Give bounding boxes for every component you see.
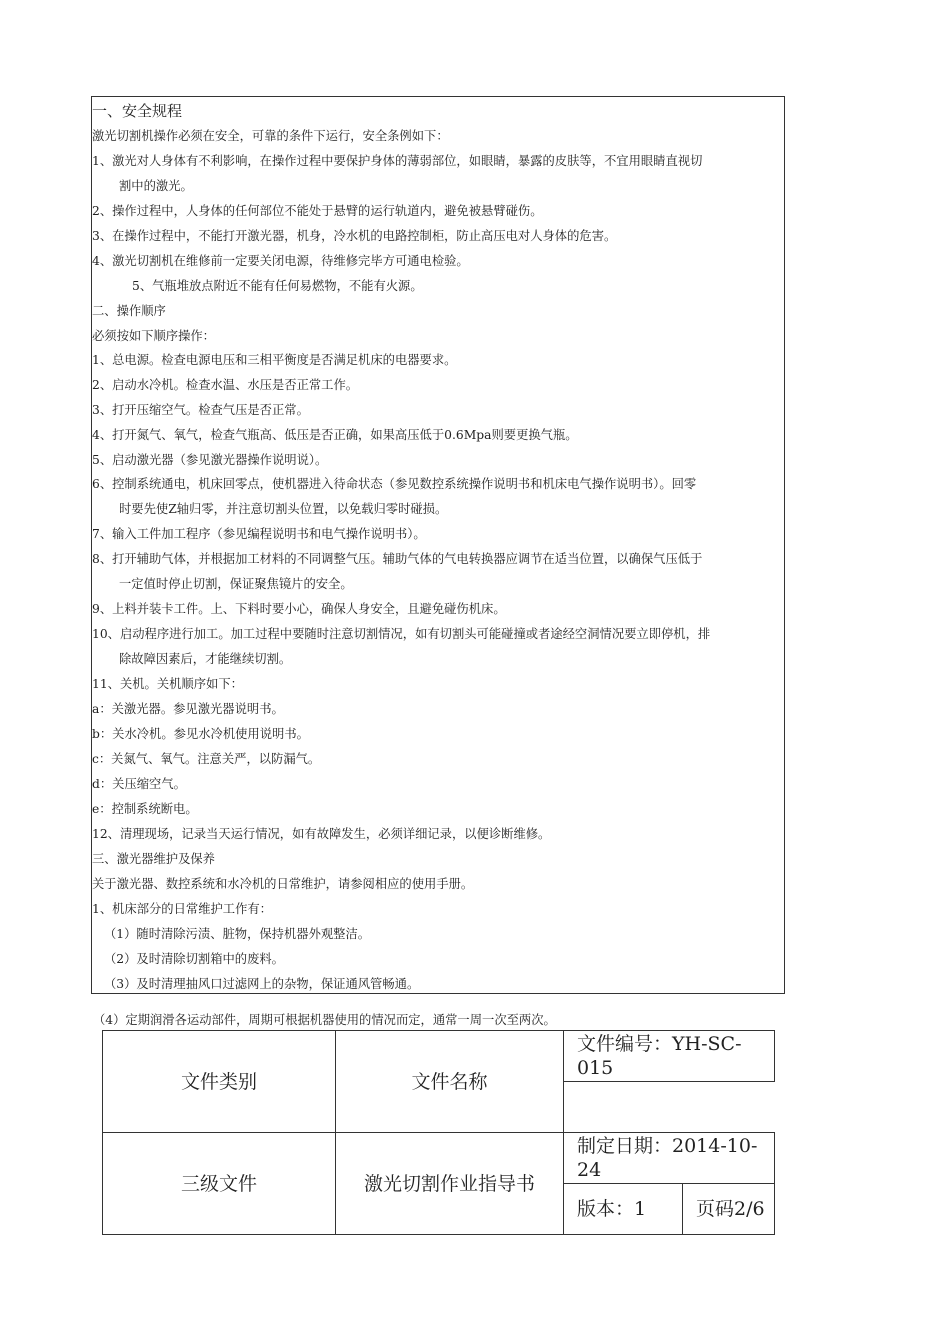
- document-info-table: [102, 1030, 775, 1235]
- section2-sub-b: b：关水冷机。参见水冷机使用说明书。: [92, 727, 309, 741]
- doc-page: 页码2/6: [683, 1184, 775, 1235]
- section2-item8-line2: 一定值时停止切割，保证聚焦镜片的安全。: [119, 577, 353, 591]
- section3-sub4: （4）定期润滑各运动部件，周期可根据机器使用的情况而定，通常一周一次至两次。: [93, 1013, 556, 1027]
- section1-intro: 激光切割机操作必须在安全，可靠的条件下运行，安全条例如下：: [92, 129, 449, 143]
- section2-sub-c: c：关氮气、氧气。注意关严，以防漏气。: [92, 752, 321, 766]
- section2-intro: 必须按如下顺序操作：: [92, 329, 215, 343]
- doc-name-label: 文件名称: [336, 1031, 564, 1133]
- section3-sub3: （3）及时清理抽风口过滤网上的杂物，保证通风管畅通。: [104, 977, 420, 991]
- section1-item3: 3、在操作过程中，不能打开激光器，机身，冷水机的电路控制柜，防止高压电对人身体的危害。: [92, 229, 617, 243]
- section1-item4: 4、激光切割机在维修前一定要关闭电源，待维修完毕方可通电检验。: [92, 254, 469, 268]
- section3-item1: 1、机床部分的日常维护工作有：: [92, 902, 272, 916]
- doc-number: 文件编号：YH-SC-015: [564, 1031, 775, 1082]
- section3-sub1: （1）随时清除污渍、脏物，保持机器外观整洁。: [104, 927, 371, 941]
- section2-item7: 7、输入工件加工程序（参见编程说明书和电气操作说明书）。: [92, 527, 426, 541]
- section3-intro: 关于激光器、数控系统和水冷机的日常维护，请参阅相应的使用手册。: [92, 877, 474, 891]
- section2-item6-line1: 6、控制系统通电，机床回零点，使机器进入待命状态（参见数控系统操作说明书和机床电气操作说明书）。回零: [92, 477, 697, 491]
- section3-sub2: （2）及时清除切割箱中的废料。: [104, 952, 284, 966]
- section2-item10-line1: 10、启动程序进行加工。加工过程中要随时注意切割情况，如有切割头可能碰撞或者途经空洞情况要立即停机，排: [92, 627, 711, 641]
- doc-date: 制定日期：2014-10-24: [564, 1133, 775, 1184]
- section2-item8-line1: 8、打开辅助气体，并根据加工材料的不同调整气压。辅助气体的气电转换器应调节在适当位置，以确保气压低于: [92, 552, 703, 566]
- section2-sub-e: e：控制系统断电。: [92, 802, 198, 816]
- section2-item1: 1、总电源。检查电源电压和三相平衡度是否满足机床的电器要求。: [92, 353, 457, 367]
- doc-type-value: 三级文件: [103, 1133, 336, 1235]
- doc-name-value: 激光切割作业指导书: [336, 1133, 564, 1235]
- section2-item12: 12、清理现场，记录当天运行情况，如有故障发生，必须详细记录，以便诊断维修。: [92, 827, 551, 841]
- doc-version: 版本：1: [564, 1184, 683, 1235]
- section3-title: 三、激光器维护及保养: [92, 852, 215, 866]
- section1-item2: 2、操作过程中，人身体的任何部位不能处于悬臂的运行轨道内，避免被悬臂碰伤。: [92, 204, 543, 218]
- section2-sub-d: d：关压缩空气。: [92, 777, 186, 791]
- section2-item6-line2: 时要先使Z轴归零，并注意切割头位置，以免载归零时碰损。: [119, 502, 448, 516]
- section2-item5: 5、启动激光器（参见激光器操作说明说）。: [92, 453, 328, 467]
- section1-item1-line2: 割中的激光。: [119, 179, 193, 193]
- section2-item3: 3、打开压缩空气。检查气压是否正常。: [92, 403, 309, 417]
- section2-item4: 4、打开氮气、氧气，检查气瓶高、低压是否正确，如果高压低于0.6Mpa则要更换气瓶。: [92, 428, 578, 442]
- section2-item2: 2、启动水冷机。检查水温、水压是否正常工作。: [92, 378, 359, 392]
- section2-title: 二、操作顺序: [92, 304, 166, 318]
- section1-title: 一、安全规程: [92, 102, 183, 120]
- section1-item1-line1: 1、激光对人身体有不利影响，在操作过程中要保护身体的薄弱部位，如眼睛，暴露的皮肤等，不宜用眼睛直视切: [92, 154, 703, 168]
- section2-item9: 9、上料并装卡工件。上、下料时要小心，确保人身安全，且避免碰伤机床。: [92, 602, 506, 616]
- section2-item10-line2: 除故障因素后，才能继续切割。: [119, 652, 292, 666]
- section2-sub-a: a：关激光器。参见激光器说明书。: [92, 702, 284, 716]
- section1-item5: 5、气瓶堆放点附近不能有任何易燃物，不能有火源。: [132, 279, 423, 293]
- doc-type-label: 文件类别: [103, 1031, 336, 1133]
- section2-item11: 11、关机。关机顺序如下：: [92, 677, 243, 691]
- content-box: [91, 96, 785, 994]
